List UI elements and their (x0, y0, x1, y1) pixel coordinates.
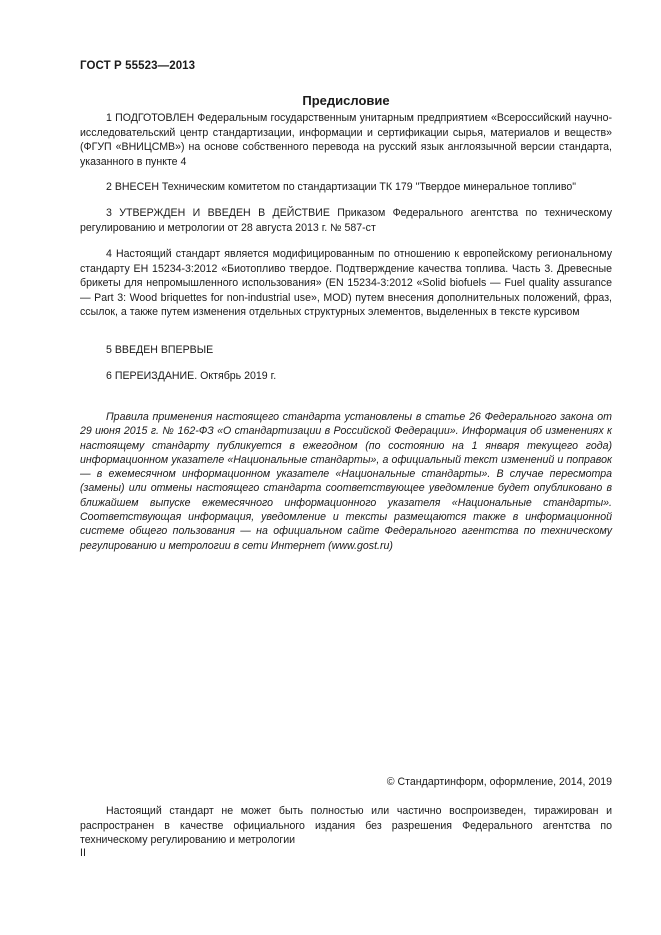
paragraph-1-prepared-by: 1 ПОДГОТОВЛЕН Федеральным государственным унитарным предприятием «Всероссийский научно-исследовательский центр стандартизации, информации и сертификации сырья, материалов и веществ» (ФГУП «ВНИЦСМВ») на основе собственного перевода на русский язык англоязычной версии стандарта, указанного в пункте 4 (80, 112, 612, 168)
page-number: II (80, 847, 86, 859)
paragraph-2-submitted-by: 2 ВНЕСЕН Техническим комитетом по стандартизации ТК 179 "Твердое минеральное топливо" (106, 181, 576, 193)
standard-code-header: ГОСТ Р 55523—2013 (80, 60, 196, 72)
copyright-line: © Стандартинформ, оформление, 2014, 2019 (386, 776, 612, 788)
paragraph-3-approved: 3 УТВЕРЖДЕН И ВВЕДЕН В ДЕЙСТВИЕ Приказом Федерального агентства по техническому регулированию и метрологии от 28 августа 2013 г. № 587-ст (80, 207, 612, 234)
paragraph-6-reissue: 6 ПЕРЕИЗДАНИЕ. Октябрь 2019 г. (106, 370, 277, 382)
paragraph-5-introduced: 5 ВВЕДЕН ВПЕРВЫЕ (106, 344, 214, 356)
application-rules-notice: Правила применения настоящего стандарта установлены в статье 26 Федерального закона от 29 июня 2015 г. № 162-ФЗ «О стандартизации в Российской Федерации». Информация об изменениях к настоящему стандарту публикуется в ежегодном (по состоянию на 1 января текущего года) информационном указателе «Национальные стандарты», а официальный текст изменений и поправок — в ежемесячном информационном указателе «Национальные стандарты». В случае пересмотра (замены) или отмены настоящего стандарта соответствующее уведомление будет опубликовано в ближайшем выпуске ежемесячного информационного указателя «Национальные стандарты». Соответствующая информация, уведомление и тексты размещаются также в информационной системе общего пользования — на официальном сайте Федерального агентства по техническому регулированию и метрологии в сети Интернет (www.gost.ru) (80, 411, 612, 552)
paragraph-4-modification: 4 Настоящий стандарт является модифицированным по отношению к европейскому региональному стандарту ЕН 15234-3:2012 «Биотопливо твердое. Подтверждение качества топлива. Часть 3. Древесные брикеты для непромышленного использования» (EN 15234-3:2012 «Solid biofuels — Fuel quality assurance — Part 3: Wood briquettes for non-industrial use», MOD) путем внесения дополнительных положений, фраз, ссылок, а также путем изменения отдельных структурных элементов, выделенных в тексте курсивом (80, 248, 612, 318)
page-title: Предисловие (302, 93, 390, 108)
reproduction-notice: Настоящий стандарт не может быть полностью или частично воспроизведен, тиражирован и распространен в качестве официального издания без разрешения Федерального агентства по техническому регулированию и метрологии (80, 805, 612, 846)
